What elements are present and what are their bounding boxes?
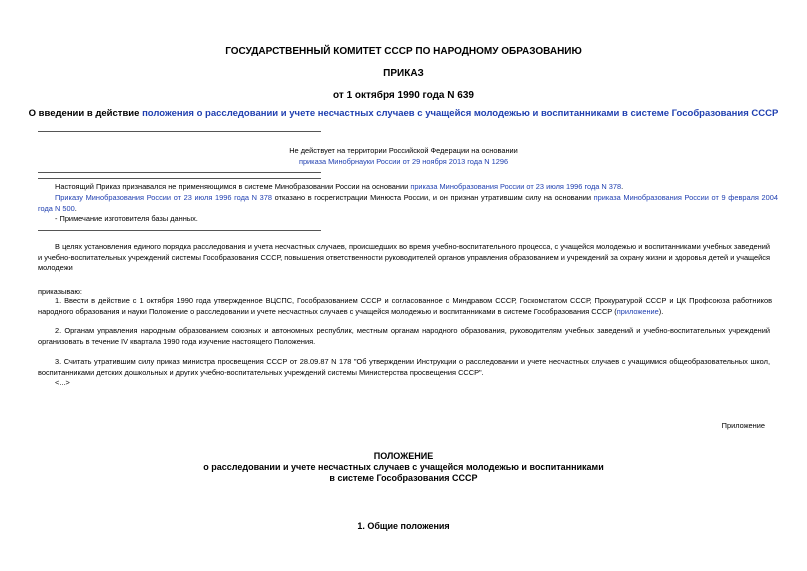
item-3: 3. Считать утратившим силу приказ министра просвещения СССР от 28.09.87 N 178 "Об утверждении Инструкции о расследовании и учете несчастных случаев с учащимися общеобразовательных школ, воспитанниками детских дошкольных и других учебно-воспитательных учреждений системы Министерства просвещения СССР". (38, 357, 770, 377)
order-word: приказываю: (38, 287, 82, 296)
preamble-paragraph: В целях установления единого порядка расследования и учета несчастных случаев, происшедших во время учебно-воспитательного процесса, с учащейся молодежью и воспитанниками учебных заведений и учебно-воспитательных учреждений системы Гособразования СССР, повышения ответственности руководителей органов управления образованием и учреждений за охрану жизни и здоровья детей и учащейся молодежи (38, 242, 770, 272)
note-2-text: отказано в госрегистрации Минюста России, и он признан утратившим силу на основании (271, 193, 594, 202)
note-paragraph-2 (38, 193, 778, 214)
status-note-link[interactable]: приказа Минобрнауки России от 29 ноября 2013 года N 1296 (298, 157, 509, 166)
note-2-link-2[interactable]: приказа Минобразования России от 9 февраля 2004 года N 500 (38, 193, 778, 213)
divider (38, 172, 321, 173)
committee-heading: ГОСУДАРСТВЕННЫЙ КОМИТЕТ СССР ПО НАРОДНОМУ ОБРАЗОВАНИЮ (225, 46, 582, 57)
subject-link[interactable]: положения о расследовании и учете несчастных случаев с учащейся молодежью и воспитанниками в системе Гособразования СССР (142, 108, 779, 119)
divider (38, 131, 321, 132)
subject-heading (0, 108, 807, 120)
divider (38, 178, 321, 179)
divider (38, 230, 321, 231)
appendix-link[interactable]: приложение (616, 306, 659, 316)
note-2-end: . (74, 203, 77, 213)
omission-marker: <...> (55, 378, 70, 387)
note-1-link[interactable]: приказа Минобразования России от 23 июля 1996 года N 378 (410, 182, 622, 191)
status-note-line1: Не действует на территории Российской Федерации на основании (289, 146, 518, 155)
appendix-label: Приложение (721, 421, 765, 430)
note-1-text: Настоящий Приказ признавался не применяющимся в системе Минобразовании России на основании (55, 182, 411, 191)
subject-prefix: О введении в действие (28, 108, 143, 119)
regulation-subtitle-1: о расследовании и учете несчастных случаев с учащейся молодежью и воспитанниками (203, 462, 604, 472)
note-2-link-1[interactable]: Приказу Минобразования России от 23 июля 1996 года N 378 (55, 193, 272, 202)
regulation-title: ПОЛОЖЕНИЕ (373, 451, 434, 461)
date-number-heading: от 1 октября 1990 года N 639 (333, 90, 474, 101)
item-1-end: ). (658, 306, 664, 316)
item-2: 2. Органам управления народным образованием союзных и автономных республик, местным органам народного образования, руководителям учебных заведений и учебно-воспитательных учреждений организовать в течение IV квартала 1990 года изучение настоящего Положения. (38, 326, 770, 346)
item-1 (38, 296, 772, 317)
regulation-subtitle-2: в системе Гособразования СССР (329, 473, 478, 483)
section-heading: 1. Общие положения (357, 521, 450, 531)
note-1-end: . (621, 182, 624, 191)
item-1-text: 1. Ввести в действие с 1 октября 1990 года утвержденное ВЦСПС, Гособразованием СССР и согласованное с Миндравом СССР, Госкомстатом СССР, Прокуратурой СССР и ЦК Профсоюза работников народного образования и науки Положение о расследовании и учете несчастных случаев с учащейся молодежью и воспитанниками в системе Гособразования СССР ( (38, 296, 772, 316)
doc-type-heading: ПРИКАЗ (383, 68, 424, 79)
note-paragraph-1 (38, 182, 778, 193)
database-note: - Примечание изготовителя базы данных. (55, 214, 198, 223)
